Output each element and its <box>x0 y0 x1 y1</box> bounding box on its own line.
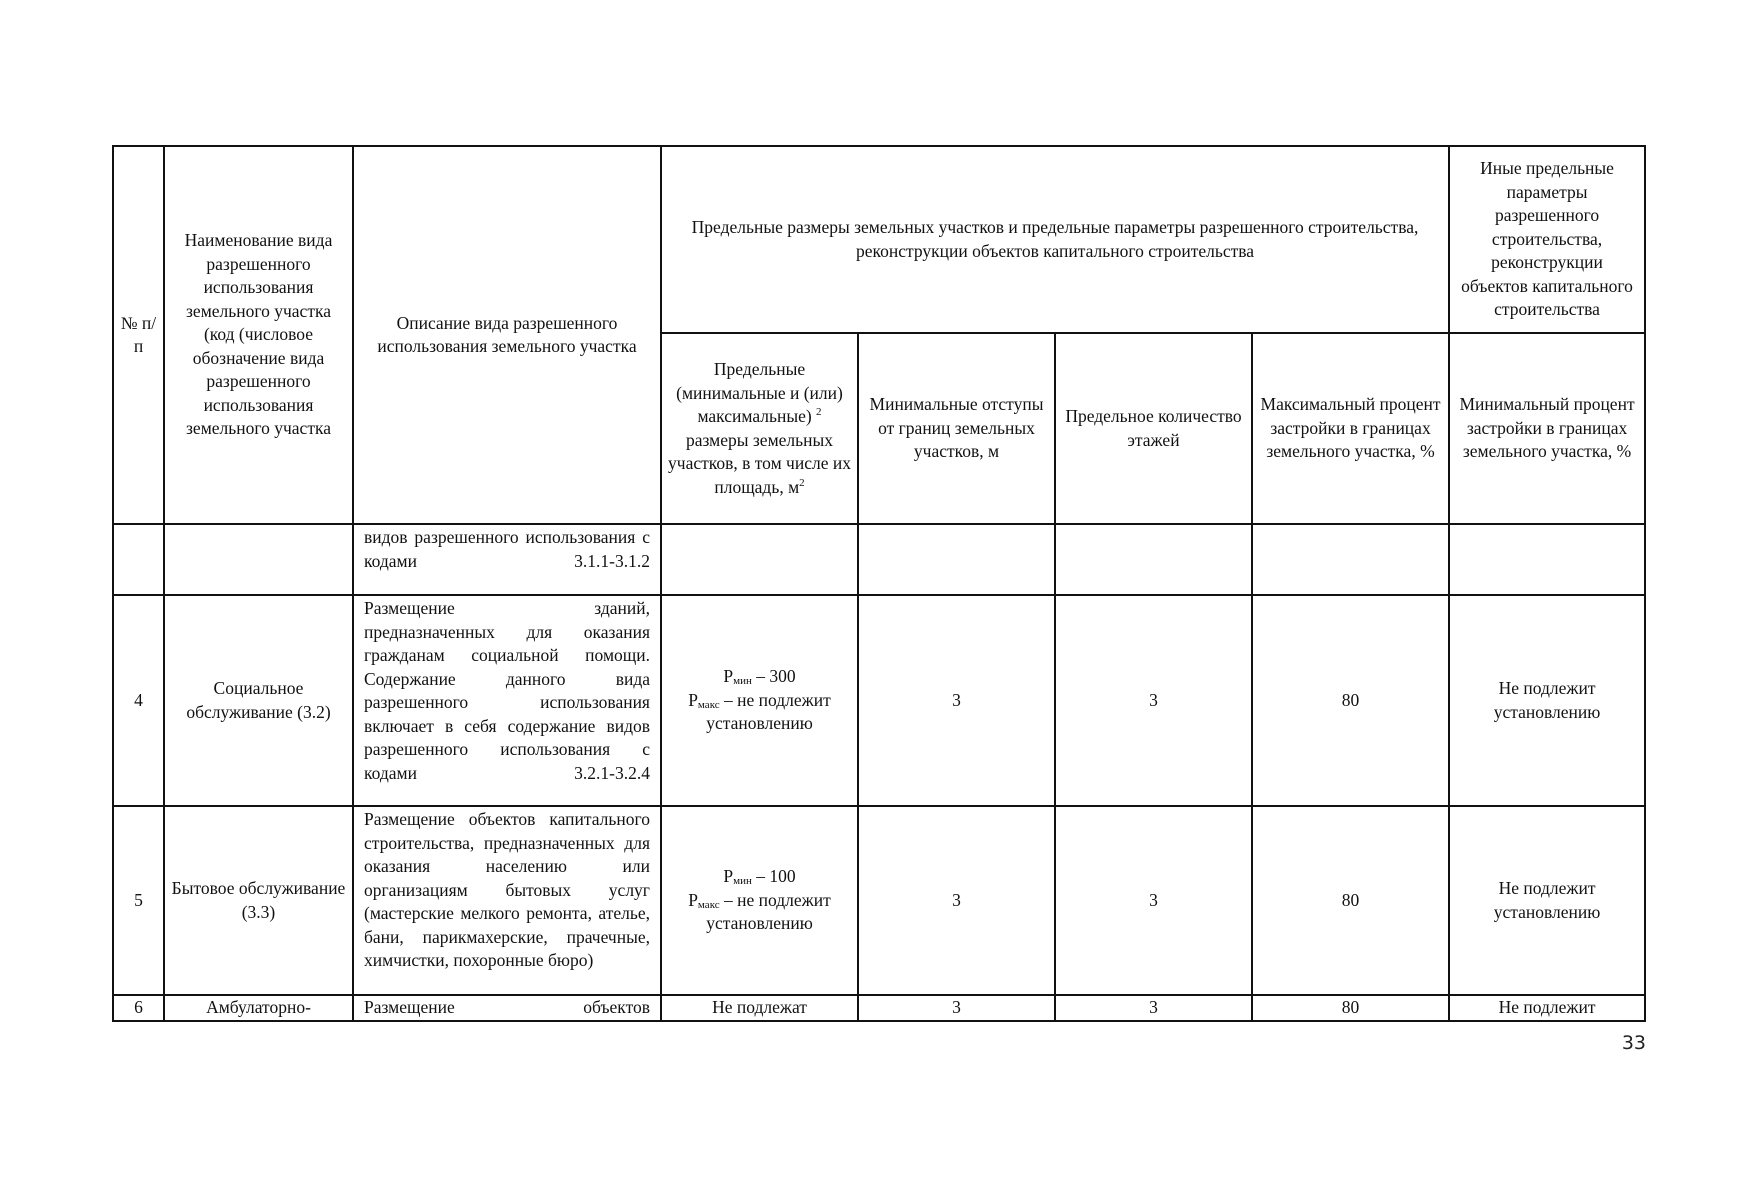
unit-superscript: 2 <box>799 476 805 489</box>
cell-setback: 3 <box>858 595 1055 806</box>
cell-min-percent <box>1449 524 1645 595</box>
size-max <box>668 889 851 936</box>
header-size-part1: Предельные (минимальные и (или) максимальные) <box>676 359 843 426</box>
header-floors: Предельное количество этажей <box>1055 333 1252 524</box>
cell-setback <box>858 524 1055 595</box>
header-name: Наименование вида разрешенного использования земельного участка (код (числовое обозначение вида разрешенного использования земельного участка <box>164 146 353 524</box>
cell-num: 6 <box>113 995 164 1021</box>
size-max-symbol: P <box>688 689 698 710</box>
header-row-1 <box>113 146 1645 333</box>
table-row <box>113 806 1645 995</box>
cell-floors: 3 <box>1055 995 1252 1021</box>
header-size <box>661 333 858 524</box>
table-row-continued <box>113 524 1645 595</box>
header-limits-group: Предельные размеры земельных участков и предельные параметры разрешенного строительства, реконструкции объектов капитального строительства <box>661 146 1449 333</box>
cell-description: Размещение объектов капитального строительства, предназначенных для оказания населению или организациям бытовых услуг (мастерские мелкого ремонта, ателье, бани, парикмахерские, прачечные, химчистки, похоронные бюро) <box>353 806 661 995</box>
size-max-value: – не подлежит установлению <box>706 689 831 734</box>
size-max-subscript: макс <box>697 698 720 711</box>
table-row <box>113 595 1645 806</box>
cell-max-percent <box>1252 524 1449 595</box>
cell-name: Амбулаторно- <box>164 995 353 1021</box>
size-min-value: – 100 <box>751 866 796 887</box>
header-setback: Минимальные отступы от границ земельных участков, м <box>858 333 1055 524</box>
size-min-subscript: мин <box>733 875 752 888</box>
cell-max-percent: 80 <box>1252 995 1449 1021</box>
cell-floors: 3 <box>1055 806 1252 995</box>
size-max-value: – не подлежит установлению <box>706 889 831 934</box>
size-max-symbol: P <box>688 889 698 910</box>
cell-size <box>661 806 858 995</box>
header-description: Описание вида разрешенного использования земельного участка <box>353 146 661 524</box>
cell-min-percent: Не подлежит установлению <box>1449 595 1645 806</box>
header-num: № п/п <box>113 146 164 524</box>
header-size-part2: размеры земельных участков, в том числе их площадь, м <box>668 429 851 497</box>
cell-description: Размещение объектов <box>353 995 661 1021</box>
cell-size <box>661 524 858 595</box>
size-min-subscript: мин <box>733 675 752 688</box>
cell-max-percent: 80 <box>1252 806 1449 995</box>
page-number: 33 <box>1621 1032 1646 1054</box>
table-row <box>113 995 1645 1021</box>
size-min-symbol: P <box>723 866 734 887</box>
cell-floors <box>1055 524 1252 595</box>
cell-max-percent: 80 <box>1252 595 1449 806</box>
cell-name: Социальное обслуживание (3.2) <box>164 595 353 806</box>
cell-setback: 3 <box>858 806 1055 995</box>
cell-name <box>164 524 353 595</box>
cell-size: Не подлежат <box>661 995 858 1021</box>
footnote-marker: 2 <box>816 406 822 419</box>
cell-description: Размещение зданий, предназначенных для оказания гражданам социальной помощи. Содержание данного вида разрешенного использования включает в себя содержание видов разрешенного использования с кодами 3.2.1-3.2.4 <box>353 595 661 806</box>
cell-setback: 3 <box>858 995 1055 1021</box>
cell-num: 5 <box>113 806 164 995</box>
cell-name: Бытовое обслуживание (3.3) <box>164 806 353 995</box>
size-max <box>668 689 851 736</box>
header-other-group: Иные предельные параметры разрешенного строительства, реконструкции объектов капитального строительства <box>1449 146 1645 333</box>
cell-floors: 3 <box>1055 595 1252 806</box>
cell-size <box>661 595 858 806</box>
header-max-percent: Максимальный процент застройки в границах земельного участка, % <box>1252 333 1449 524</box>
size-min-symbol: P <box>723 666 734 687</box>
cell-num: 4 <box>113 595 164 806</box>
size-max-subscript: макс <box>697 898 720 911</box>
size-min-value: – 300 <box>751 666 796 687</box>
cell-num <box>113 524 164 595</box>
header-min-percent: Минимальный процент застройки в границах земельного участка, % <box>1449 333 1645 524</box>
cell-min-percent: Не подлежит установлению <box>1449 806 1645 995</box>
cell-min-percent: Не подлежит <box>1449 995 1645 1021</box>
size-min <box>668 865 851 889</box>
size-min <box>668 665 851 689</box>
cell-description: видов разрешенного использования с кодами 3.1.1-3.1.2 <box>353 524 661 595</box>
regulations-table <box>112 145 1646 1022</box>
